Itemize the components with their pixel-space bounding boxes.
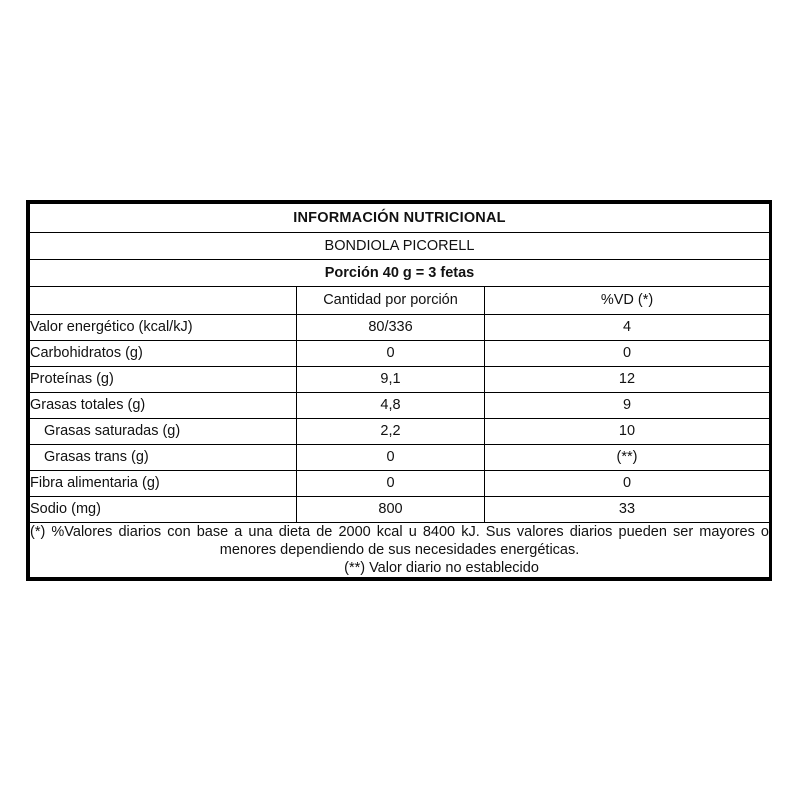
nutrient-quantity: 0 — [297, 471, 485, 497]
column-header-quantity: Cantidad por porción — [297, 287, 485, 315]
nutrient-daily-value: 12 — [485, 367, 770, 393]
product-name: BONDIOLA PICORELL — [30, 233, 770, 260]
table-body — [30, 204, 770, 578]
nutrient-label: Grasas trans (g) — [30, 445, 297, 471]
nutrient-quantity: 0 — [297, 445, 485, 471]
nutrient-daily-value: 0 — [485, 341, 770, 367]
nutrient-label: Proteínas (g) — [30, 367, 297, 393]
table-row — [30, 497, 770, 523]
nutrient-label: Grasas totales (g) — [30, 393, 297, 419]
table-row — [30, 367, 770, 393]
nutrient-quantity: 80/336 — [297, 315, 485, 341]
column-header-name — [30, 287, 297, 315]
nutrient-quantity: 800 — [297, 497, 485, 523]
table-row — [30, 471, 770, 497]
title-row — [30, 204, 770, 233]
nutrient-label: Grasas saturadas (g) — [30, 419, 297, 445]
nutrient-quantity: 2,2 — [297, 419, 485, 445]
nutrient-daily-value: 10 — [485, 419, 770, 445]
portion-size: Porción 40 g = 3 fetas — [30, 260, 770, 287]
portion-row — [30, 260, 770, 287]
nutrient-daily-value: 4 — [485, 315, 770, 341]
nutrient-quantity: 9,1 — [297, 367, 485, 393]
nutrition-facts-table — [29, 203, 770, 578]
nutrient-daily-value: 33 — [485, 497, 770, 523]
table-row — [30, 393, 770, 419]
table-row — [30, 419, 770, 445]
nutrient-daily-value: (**) — [485, 445, 770, 471]
nutrient-daily-value: 0 — [485, 471, 770, 497]
nutrient-label: Valor energético (kcal/kJ) — [30, 315, 297, 341]
table-row — [30, 315, 770, 341]
nutrition-facts-panel — [26, 200, 772, 581]
product-row — [30, 233, 770, 260]
nutrient-label: Sodio (mg) — [30, 497, 297, 523]
panel-title: INFORMACIÓN NUTRICIONAL — [30, 204, 770, 233]
nutrient-daily-value: 9 — [485, 393, 770, 419]
nutrient-quantity: 0 — [297, 341, 485, 367]
table-row — [30, 341, 770, 367]
footnote-daily-values-note: (*) %Valores diarios con base a una dieta de 2000 kcal u 8400 kJ. Sus valores diarios pueden ser mayores o menores dependiendo de sus necesidades energéticas. — [30, 524, 769, 559]
footnote-cell — [30, 523, 770, 578]
column-header-row — [30, 287, 770, 315]
nutrient-label: Fibra alimentaria (g) — [30, 471, 297, 497]
column-header-daily-value: %VD (*) — [485, 287, 770, 315]
table-row — [30, 445, 770, 471]
footnote-trans-fat-note: (**) Valor diario no establecido — [344, 560, 539, 577]
nutrient-quantity: 4,8 — [297, 393, 485, 419]
nutrient-label: Carbohidratos (g) — [30, 341, 297, 367]
footnote-row — [30, 523, 770, 578]
